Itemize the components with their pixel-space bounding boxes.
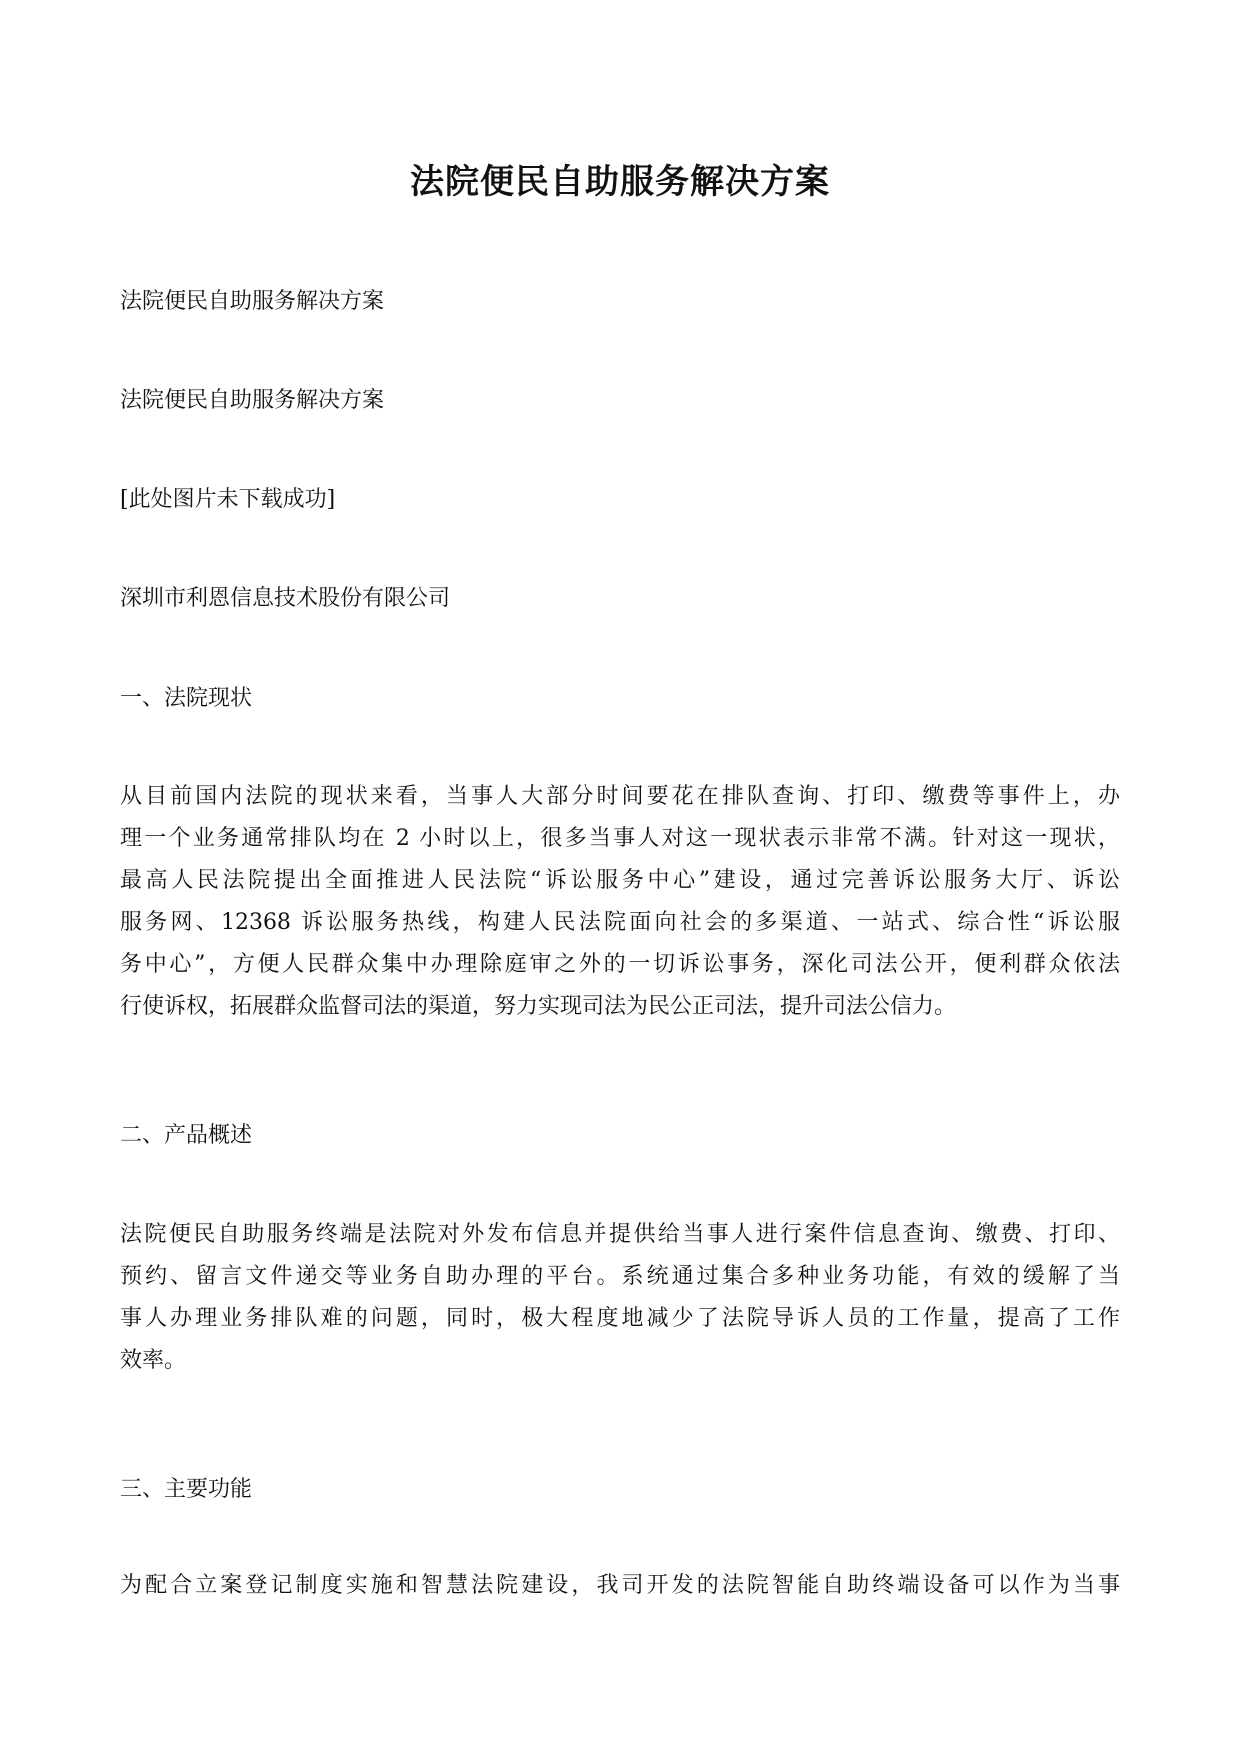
paragraph-line: 预约、留言文件递交等业务自助办理的平台。系统通过集合多种业务功能，有效的缓解了当 [120,1264,1120,1289]
paragraph-line: 服务网、12368 诉讼服务热线，构建人民法院面向社会的多渠道、一站式、综合性“诉讼服 [120,910,1120,935]
subtitle-line: 法院便民自助服务解决方案 [120,289,385,314]
section-paragraph [120,1565,1120,1607]
document-title: 法院便民自助服务解决方案 [410,162,830,202]
paragraph-line: 理一个业务通常排队均在 2 小时以上，很多当事人对这一现状表示非常不满。针对这一现状， [120,826,1120,851]
paragraph-line: 务中心”，方便人民群众集中办理除庭审之外的一切诉讼事务，深化司法公开，便利群众依法 [120,952,1120,977]
paragraph-line: 从目前国内法院的现状来看，当事人大部分时间要花在排队查询、打印、缴费等事件上，办 [120,784,1120,809]
paragraph-line: 法院便民自助服务终端是法院对外发布信息并提供给当事人进行案件信息查询、缴费、打印、 [120,1222,1120,1247]
paragraph-line: 行使诉权，拓展群众监督司法的渠道，努力实现司法为民公正司法，提升司法公信力。 [120,994,957,1019]
subtitle-line: 法院便民自助服务解决方案 [120,388,385,413]
section-heading: 三、主要功能 [120,1477,253,1502]
paragraph-line: 最高人民法院提出全面推进人民法院“诉讼服务中心”建设，通过完善诉讼服务大厅、诉讼 [120,868,1120,893]
section-heading: 一、法院现状 [120,686,253,711]
section-paragraph [120,1214,1120,1382]
paragraph-line: 效率。 [120,1348,187,1373]
paragraph-line: 为配合立案登记制度实施和智慧法院建设，我司开发的法院智能自助终端设备可以作为当事 [120,1573,1120,1598]
paragraph-line: 事人办理业务排队难的问题，同时，极大程度地减少了法院导诉人员的工作量，提高了工作 [120,1306,1120,1331]
image-placeholder-text: [此处图片未下载成功] [120,487,336,512]
section-heading: 二、产品概述 [120,1123,253,1148]
company-name: 深圳市利恩信息技术股份有限公司 [120,586,451,611]
section-paragraph [120,776,1120,1028]
